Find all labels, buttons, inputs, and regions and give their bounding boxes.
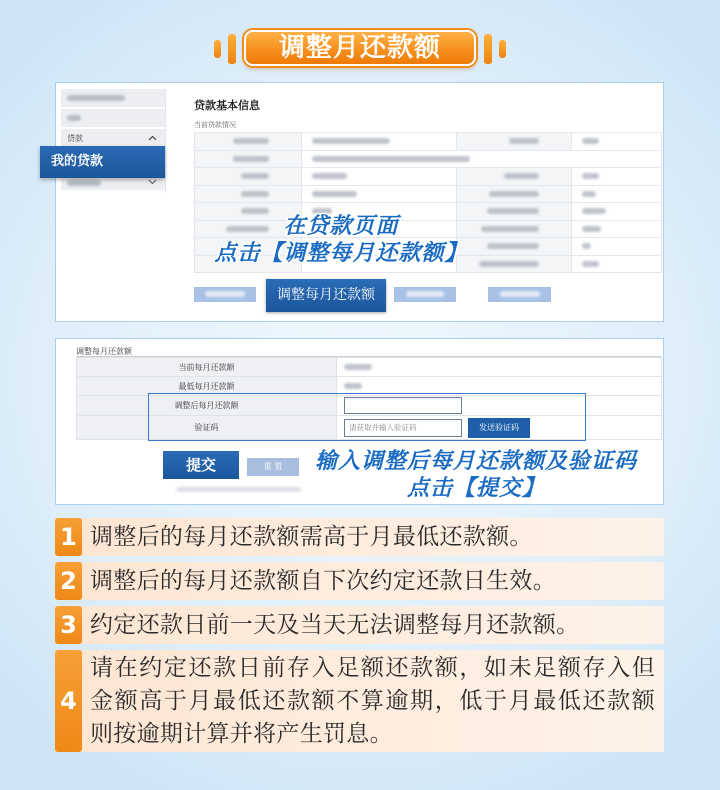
note-number-badge [55, 606, 82, 644]
blurred-text [67, 180, 101, 186]
note-number: 2 [60, 567, 77, 595]
note-line: 金额高于月最低还款额不算逾期，低于月最低还款额 [90, 688, 655, 714]
table-row [195, 133, 662, 151]
blurred-text [504, 173, 539, 179]
note-text [90, 562, 655, 600]
sidebar-item-deposit[interactable] [61, 109, 165, 128]
blurred-text [582, 173, 599, 179]
blurred-text [67, 115, 81, 121]
table-cell [302, 150, 662, 168]
note-line: 则按逾期计算并将产生罚息。 [90, 721, 393, 747]
blurred-text [312, 173, 347, 179]
blurred-text [241, 173, 269, 179]
table-cell [302, 133, 457, 151]
prepayment-button[interactable] [394, 287, 456, 302]
table-row [77, 358, 662, 377]
table-cell [572, 203, 662, 221]
table-cell [457, 133, 572, 151]
blurred-text [481, 226, 539, 232]
note-line: 请在约定还款日前存入足额还款额，如未足额存入但 [90, 655, 655, 681]
decor-bar [214, 40, 221, 58]
note-number-badge [55, 650, 82, 752]
table-cell [195, 185, 302, 203]
blurred-text [312, 156, 470, 162]
blurred-text [241, 191, 269, 197]
note-number: 4 [60, 687, 77, 715]
blurred-text [582, 261, 599, 267]
section-title: 贷款基本信息 [194, 99, 260, 112]
blurred-text [582, 138, 599, 144]
blurred-text [487, 243, 539, 249]
callout-line: 输入调整后每月还款额及验证码 [314, 449, 637, 474]
table-cell [457, 168, 572, 186]
loan-page-screenshot [55, 82, 664, 322]
note-number-badge [55, 562, 82, 600]
title-banner [244, 30, 476, 66]
blurred-text [406, 291, 444, 297]
blurred-text [479, 261, 539, 267]
table-cell [572, 168, 662, 186]
repayment-plan-button[interactable] [194, 287, 256, 302]
note-line: 调整后的每月还款额自下次约定还款日生效。 [90, 568, 556, 594]
table-cell [457, 185, 572, 203]
blurred-text [582, 243, 591, 249]
blurred-text [233, 156, 269, 162]
chevron-down-icon [148, 179, 157, 185]
blurred-text [312, 191, 357, 197]
note-number: 1 [60, 523, 77, 551]
note-line: 调整后的每月还款额需高于月最低还款额。 [90, 524, 533, 550]
form-title: 调整每月还款额 [76, 347, 132, 356]
note-4 [55, 650, 664, 752]
note-number-badge [55, 518, 82, 556]
decor-bar [228, 34, 236, 64]
adjusted-payment-label: 调整后每月还款额 [77, 396, 337, 416]
callout-line: 在贷款页面 [283, 214, 399, 239]
current-payment-label: 当前每月还款额 [77, 358, 337, 377]
step2-callout [300, 448, 652, 502]
note-text [90, 606, 655, 644]
table-cell [572, 220, 662, 238]
blurred-text [344, 364, 372, 370]
table-cell [195, 168, 302, 186]
blurred-text [176, 487, 301, 492]
table-cell [302, 168, 457, 186]
table-cell [195, 150, 302, 168]
blurred-text [312, 138, 390, 144]
highlight-frame [148, 393, 586, 441]
table-row [195, 168, 662, 186]
blurred-text [233, 138, 269, 144]
adjust-monthly-payment-button[interactable]: 调整每月还款额 [266, 279, 386, 312]
blurred-text [582, 208, 606, 214]
send-code-button[interactable]: 发送验证码 [468, 418, 530, 438]
blurred-text [500, 291, 540, 297]
blurred-text [487, 208, 539, 214]
table-row [195, 185, 662, 203]
note-2 [55, 562, 664, 600]
verification-code-label: 验证码 [77, 416, 337, 440]
step1-callout [196, 213, 486, 267]
note-line: 约定还款日前一天及当天无法调整每月还款额。 [90, 612, 580, 638]
blurred-text [344, 383, 362, 389]
table-cell [572, 133, 662, 151]
decor-bar [499, 40, 506, 58]
note-number: 3 [60, 611, 77, 639]
sidebar-item-my-loan[interactable]: 我的贷款 [40, 146, 165, 178]
current-payment-value [337, 358, 662, 377]
callout-line: 点击【提交】 [406, 476, 545, 501]
sidebar-item-account[interactable] [61, 89, 165, 108]
blurred-text [489, 191, 539, 197]
sidebar-item-label: 贷款 [67, 134, 83, 143]
table-row [195, 150, 662, 168]
blurred-text [582, 191, 596, 197]
note-1 [55, 518, 664, 556]
blurred-text [582, 226, 601, 232]
submit-button[interactable]: 提交 [163, 451, 239, 479]
blurred-text [67, 95, 125, 101]
note-3 [55, 606, 664, 644]
table-cell [302, 185, 457, 203]
note-text [90, 652, 655, 751]
note-text [90, 518, 655, 556]
section-subtitle: 当前贷款情况 [194, 121, 236, 129]
reset-button[interactable]: 重 置 [247, 458, 299, 476]
chevron-up-icon [148, 135, 157, 141]
page-title: 调整月还款额 [278, 33, 441, 63]
table-cell [572, 255, 662, 273]
blurred-text [205, 291, 245, 297]
decor-bar [484, 34, 492, 64]
table-cell [572, 185, 662, 203]
minimum-payment-label: 最低每月还款额 [77, 377, 337, 396]
table-cell [572, 238, 662, 256]
callout-line: 点击【调整每月还款额】 [214, 241, 468, 266]
overdue-query-button[interactable] [488, 287, 551, 302]
blurred-text [509, 138, 539, 144]
table-cell [195, 133, 302, 151]
